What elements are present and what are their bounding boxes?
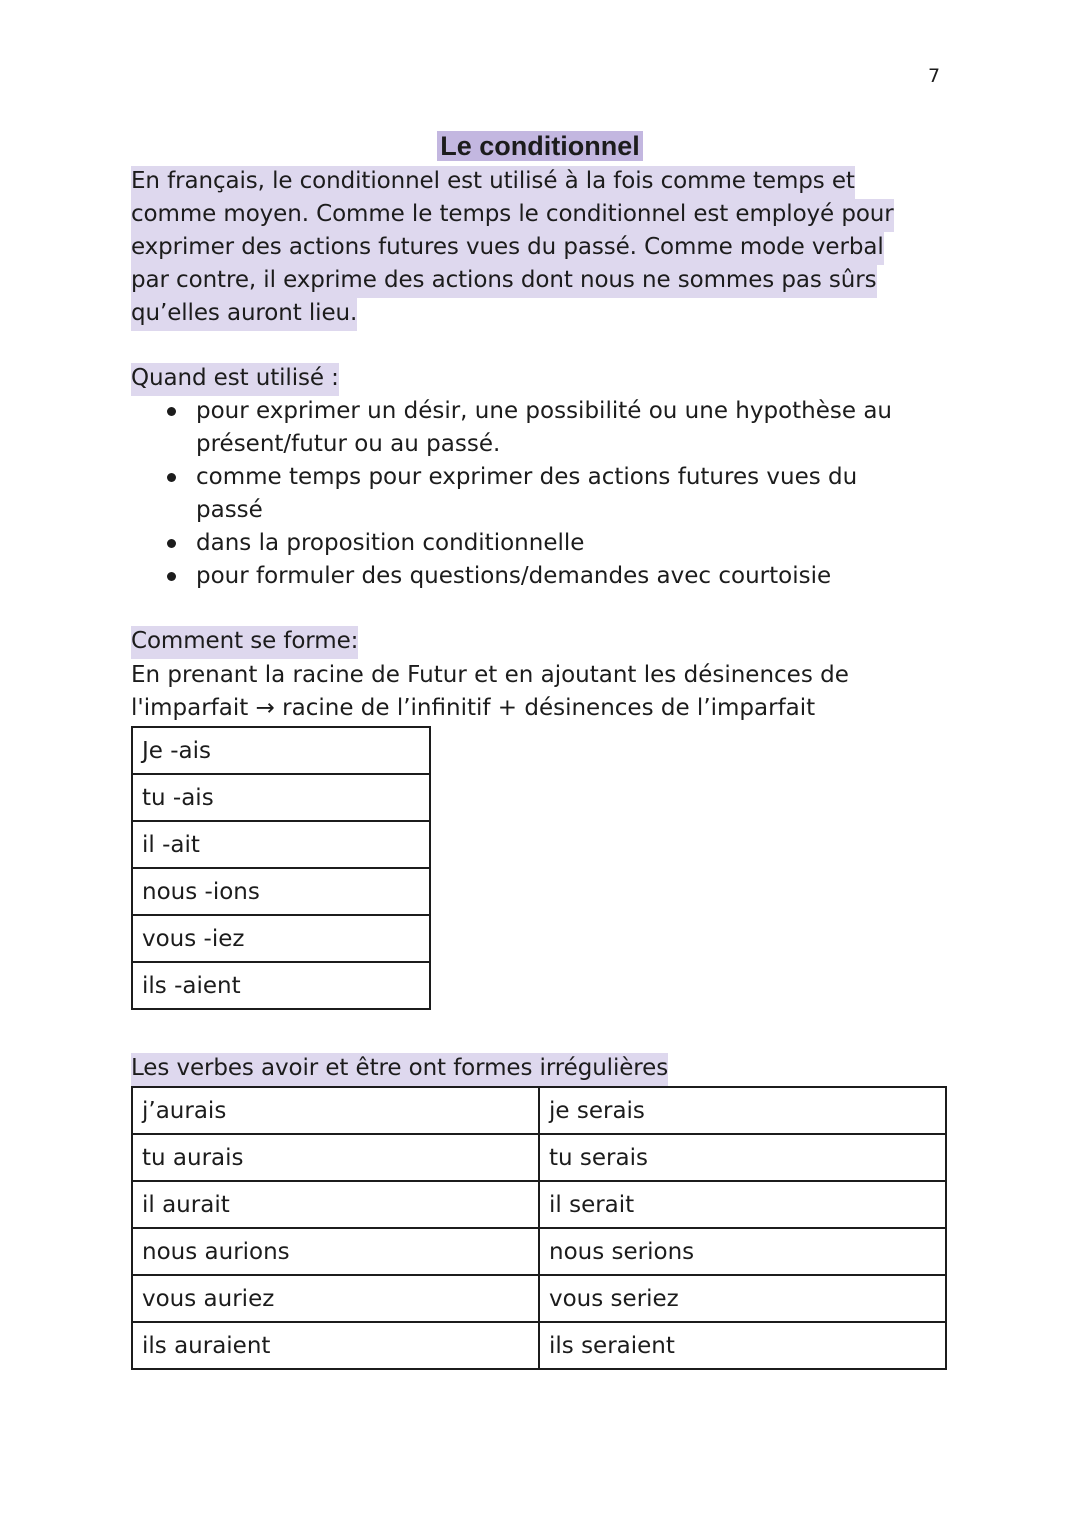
formation-line: l'imparfait → racine de l’infinitif + désinences de l’imparfait — [131, 695, 816, 721]
irregular-verbs-table — [131, 1086, 947, 1370]
table-cell: nous -ions — [132, 868, 430, 915]
list-item — [160, 560, 930, 593]
intro-line: En français, le conditionnel est utilisé à la fois comme temps et — [131, 166, 855, 199]
table-row — [132, 1134, 946, 1181]
avoir-cell: il aurait — [132, 1181, 539, 1228]
etre-cell: il serait — [539, 1181, 946, 1228]
table-row — [132, 915, 430, 962]
table-row — [132, 962, 430, 1009]
bullet-icon — [167, 572, 176, 581]
avoir-cell: ils auraient — [132, 1322, 539, 1369]
irregular-heading: Les verbes avoir et être ont formes irrégulières — [131, 1053, 668, 1086]
table-row — [132, 821, 430, 868]
bullet-icon — [167, 407, 176, 416]
avoir-cell: vous auriez — [132, 1275, 539, 1322]
list-item-line: comme temps pour exprimer des actions futures vues du — [196, 464, 858, 490]
usage-heading: Quand est utilisé : — [131, 363, 339, 396]
table-row — [132, 1275, 946, 1322]
etre-cell: tu serais — [539, 1134, 946, 1181]
list-item — [160, 527, 930, 560]
usage-section — [131, 363, 931, 396]
table-row — [132, 1087, 946, 1134]
page-title-text: Le conditionnel — [437, 131, 643, 161]
table-row — [132, 868, 430, 915]
formation-section — [131, 626, 931, 725]
page-title — [0, 130, 1080, 166]
list-item-line: passé — [196, 497, 263, 523]
list-item-line: pour formuler des questions/demandes avec courtoisie — [196, 563, 832, 589]
bullet-icon — [167, 539, 176, 548]
table-cell: il -ait — [132, 821, 430, 868]
table-row — [132, 727, 430, 774]
list-item-line: présent/futur ou au passé. — [196, 431, 501, 457]
page-number: 7 — [928, 65, 941, 87]
avoir-cell: tu aurais — [132, 1134, 539, 1181]
intro-paragraph — [131, 166, 931, 331]
etre-cell: ils seraient — [539, 1322, 946, 1369]
list-item-line: pour exprimer un désir, une possibilité ou une hypothèse au — [196, 398, 892, 424]
table-cell: tu -ais — [132, 774, 430, 821]
etre-cell: vous seriez — [539, 1275, 946, 1322]
irregular-section — [131, 1053, 931, 1086]
avoir-cell: nous aurions — [132, 1228, 539, 1275]
table-cell: vous -iez — [132, 915, 430, 962]
list-item — [160, 461, 930, 527]
intro-line: exprimer des actions futures vues du passé. Comme mode verbal — [131, 232, 884, 265]
table-row — [132, 1322, 946, 1369]
table-cell: ils -aient — [132, 962, 430, 1009]
table-row — [132, 1228, 946, 1275]
intro-line: par contre, il exprime des actions dont nous ne sommes pas sûrs — [131, 265, 877, 298]
formation-line: En prenant la racine de Futur et en ajoutant les désinences de — [131, 662, 849, 688]
endings-table — [131, 726, 431, 1010]
etre-cell: nous serions — [539, 1228, 946, 1275]
table-cell: Je -ais — [132, 727, 430, 774]
intro-line: comme moyen. Comme le temps le conditionnel est employé pour — [131, 199, 894, 232]
usage-list — [160, 395, 930, 593]
list-item — [160, 395, 930, 461]
formation-heading: Comment se forme: — [131, 626, 358, 659]
etre-cell: je serais — [539, 1087, 946, 1134]
list-item-line: dans la proposition conditionnelle — [196, 530, 585, 556]
avoir-cell: j’aurais — [132, 1087, 539, 1134]
table-row — [132, 1181, 946, 1228]
intro-line: qu’elles auront lieu. — [131, 298, 357, 331]
table-row — [132, 774, 430, 821]
bullet-icon — [167, 473, 176, 482]
